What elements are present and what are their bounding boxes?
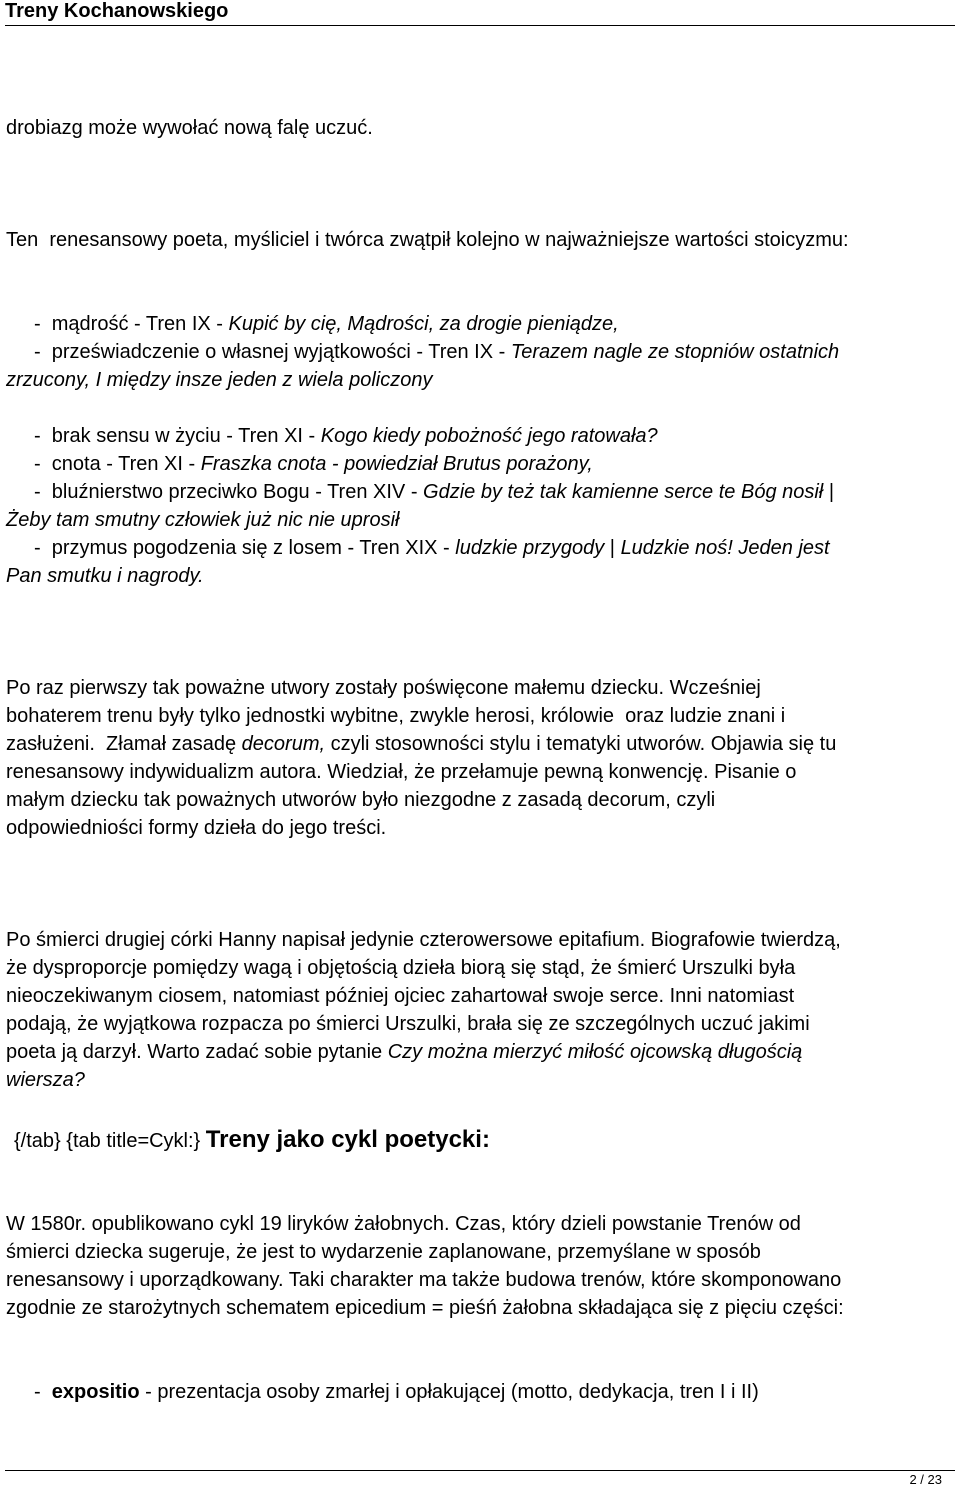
list-item xyxy=(34,450,593,478)
tab-markup: {/tab} {tab title=Cykl:} xyxy=(14,1130,206,1152)
paragraph-line: wiersza? xyxy=(6,1069,85,1091)
list-item xyxy=(34,1378,759,1406)
paragraph-line: nieoczekiwanym ciosem, natomiast później ojciec zahartował swoje serce. Inni natomiast xyxy=(6,985,795,1007)
list-bullet: - xyxy=(34,1381,52,1403)
list-item xyxy=(34,422,658,450)
section-heading-line xyxy=(14,1124,490,1157)
list-item xyxy=(34,478,834,506)
paragraph-line: podają, że wyjątkowa rozpacza po śmierci Urszulki, brała się ze szczególnych uczuć jakimi xyxy=(6,1013,810,1035)
list-item-text: - przeświadczenie o własnej wyjątkowości - Tren IX - xyxy=(34,341,511,363)
page-number: 2 / 23 xyxy=(909,1472,942,1487)
paragraph-line: zgodnie ze starożytnych schematem epicedium = pieśń żałobna składająca się z pięciu części: xyxy=(6,1297,844,1319)
emphasis: decorum, xyxy=(241,733,326,755)
text-run: zasłużeni. Złamał zasadę xyxy=(6,733,242,755)
quote: Gdzie by też tak kamienne serce te Bóg nosił xyxy=(423,481,824,503)
paragraph-line: odpowiedniości formy dzieła do jego treści. xyxy=(6,817,387,839)
list-item-text: - cnota - Tren XI - xyxy=(34,453,201,475)
paragraph-line: Po raz pierwszy tak poważne utwory zostały poświęcone małemu dziecku. Wcześniej xyxy=(6,677,761,699)
verse-separator: | xyxy=(604,537,621,559)
list-item-text: - brak sensu w życiu - Tren XI - xyxy=(34,425,321,447)
quote-continuation: Żeby tam smutny człowiek już nic nie uprosił xyxy=(6,509,400,531)
paragraph-line: renesansowy i uporządkowany. Taki charakter ma także budowa trenów, które skomponowano xyxy=(6,1269,842,1291)
paragraph-line: Po śmierci drugiej córki Hanny napisał jedynie czterowersowe epitafium. Biografowie twierdzą, xyxy=(6,929,841,951)
list-item-text: - mądrość - Tren IX - xyxy=(34,313,229,335)
paragraph-line: W 1580r. opublikowano cykl 19 liryków żałobnych. Czas, który dzieli powstanie Trenów od xyxy=(6,1213,801,1235)
quote: Terazem nagle ze stopniów ostatnich xyxy=(510,341,840,363)
quote: Ludzkie noś! Jeden jest xyxy=(620,537,830,559)
quote: Kogo kiedy pobożność jego ratowała? xyxy=(320,425,658,447)
text-run: czyli stosowności stylu i tematyki utworów. Objawia się tu xyxy=(325,733,837,755)
document-title: Treny Kochanowskiego xyxy=(5,0,229,22)
quote: ludzkie przygody xyxy=(455,537,605,559)
quote-continuation: Pan smutku i nagrody. xyxy=(6,565,204,587)
paragraph-line: renesansowy indywidualizm autora. Wiedział, że przełamuje pewną konwencję. Pisanie o xyxy=(6,761,797,783)
list-item-text: - bluźnierstwo przeciwko Bogu - Tren XIV - xyxy=(34,481,424,503)
list-item xyxy=(34,338,839,366)
paragraph-line: Ten renesansowy poeta, myśliciel i twórca zwątpił kolejno w najważniejsze wartości stoicyzmu: xyxy=(6,229,849,251)
paragraph-line: śmierci dziecka sugeruje, że jest to wydarzenie zaplanowane, przemyślane w sposób xyxy=(6,1241,761,1263)
quote: Czy można mierzyć miłość ojcowską długością xyxy=(387,1041,803,1063)
list-item-text: - przymus pogodzenia się z losem - Tren XIX - xyxy=(34,537,456,559)
paragraph-line xyxy=(6,730,836,758)
verse-separator: | xyxy=(823,481,835,503)
header-divider xyxy=(5,25,955,26)
quote: Fraszka cnota - powiedział Brutus porażony, xyxy=(200,453,593,475)
paragraph-line xyxy=(6,1038,802,1066)
paragraph-line: bohaterem trenu były tylko jednostki wybitne, zwykle herosi, królowie oraz ludzie znani i xyxy=(6,705,786,727)
quote: Kupić by cię, Mądrości, za drogie pieniądze, xyxy=(228,313,619,335)
list-item xyxy=(34,534,830,562)
term-description: - prezentacja osoby zmarłej i opłakującej (motto, dedykacja, tren I i II) xyxy=(139,1381,759,1403)
text-run: poeta ją darzył. Warto zadać sobie pytanie xyxy=(6,1041,388,1063)
term: expositio xyxy=(51,1381,140,1403)
list-item xyxy=(34,310,619,338)
paragraph-line: drobiazg może wywołać nową falę uczuć. xyxy=(6,117,373,139)
paragraph-line: że dysproporcje pomiędzy wagą i objętością dzieła biorą się stąd, że śmierć Urszulki była xyxy=(6,957,796,979)
paragraph-line: małym dziecku tak poważnych utworów było niezgodne z zasadą decorum, czyli xyxy=(6,789,716,811)
quote-continuation: zrzucony, I między insze jeden z wiela policzony xyxy=(6,369,433,391)
section-heading: Treny jako cykl poetycki: xyxy=(205,1126,490,1153)
footer-divider xyxy=(5,1470,955,1471)
